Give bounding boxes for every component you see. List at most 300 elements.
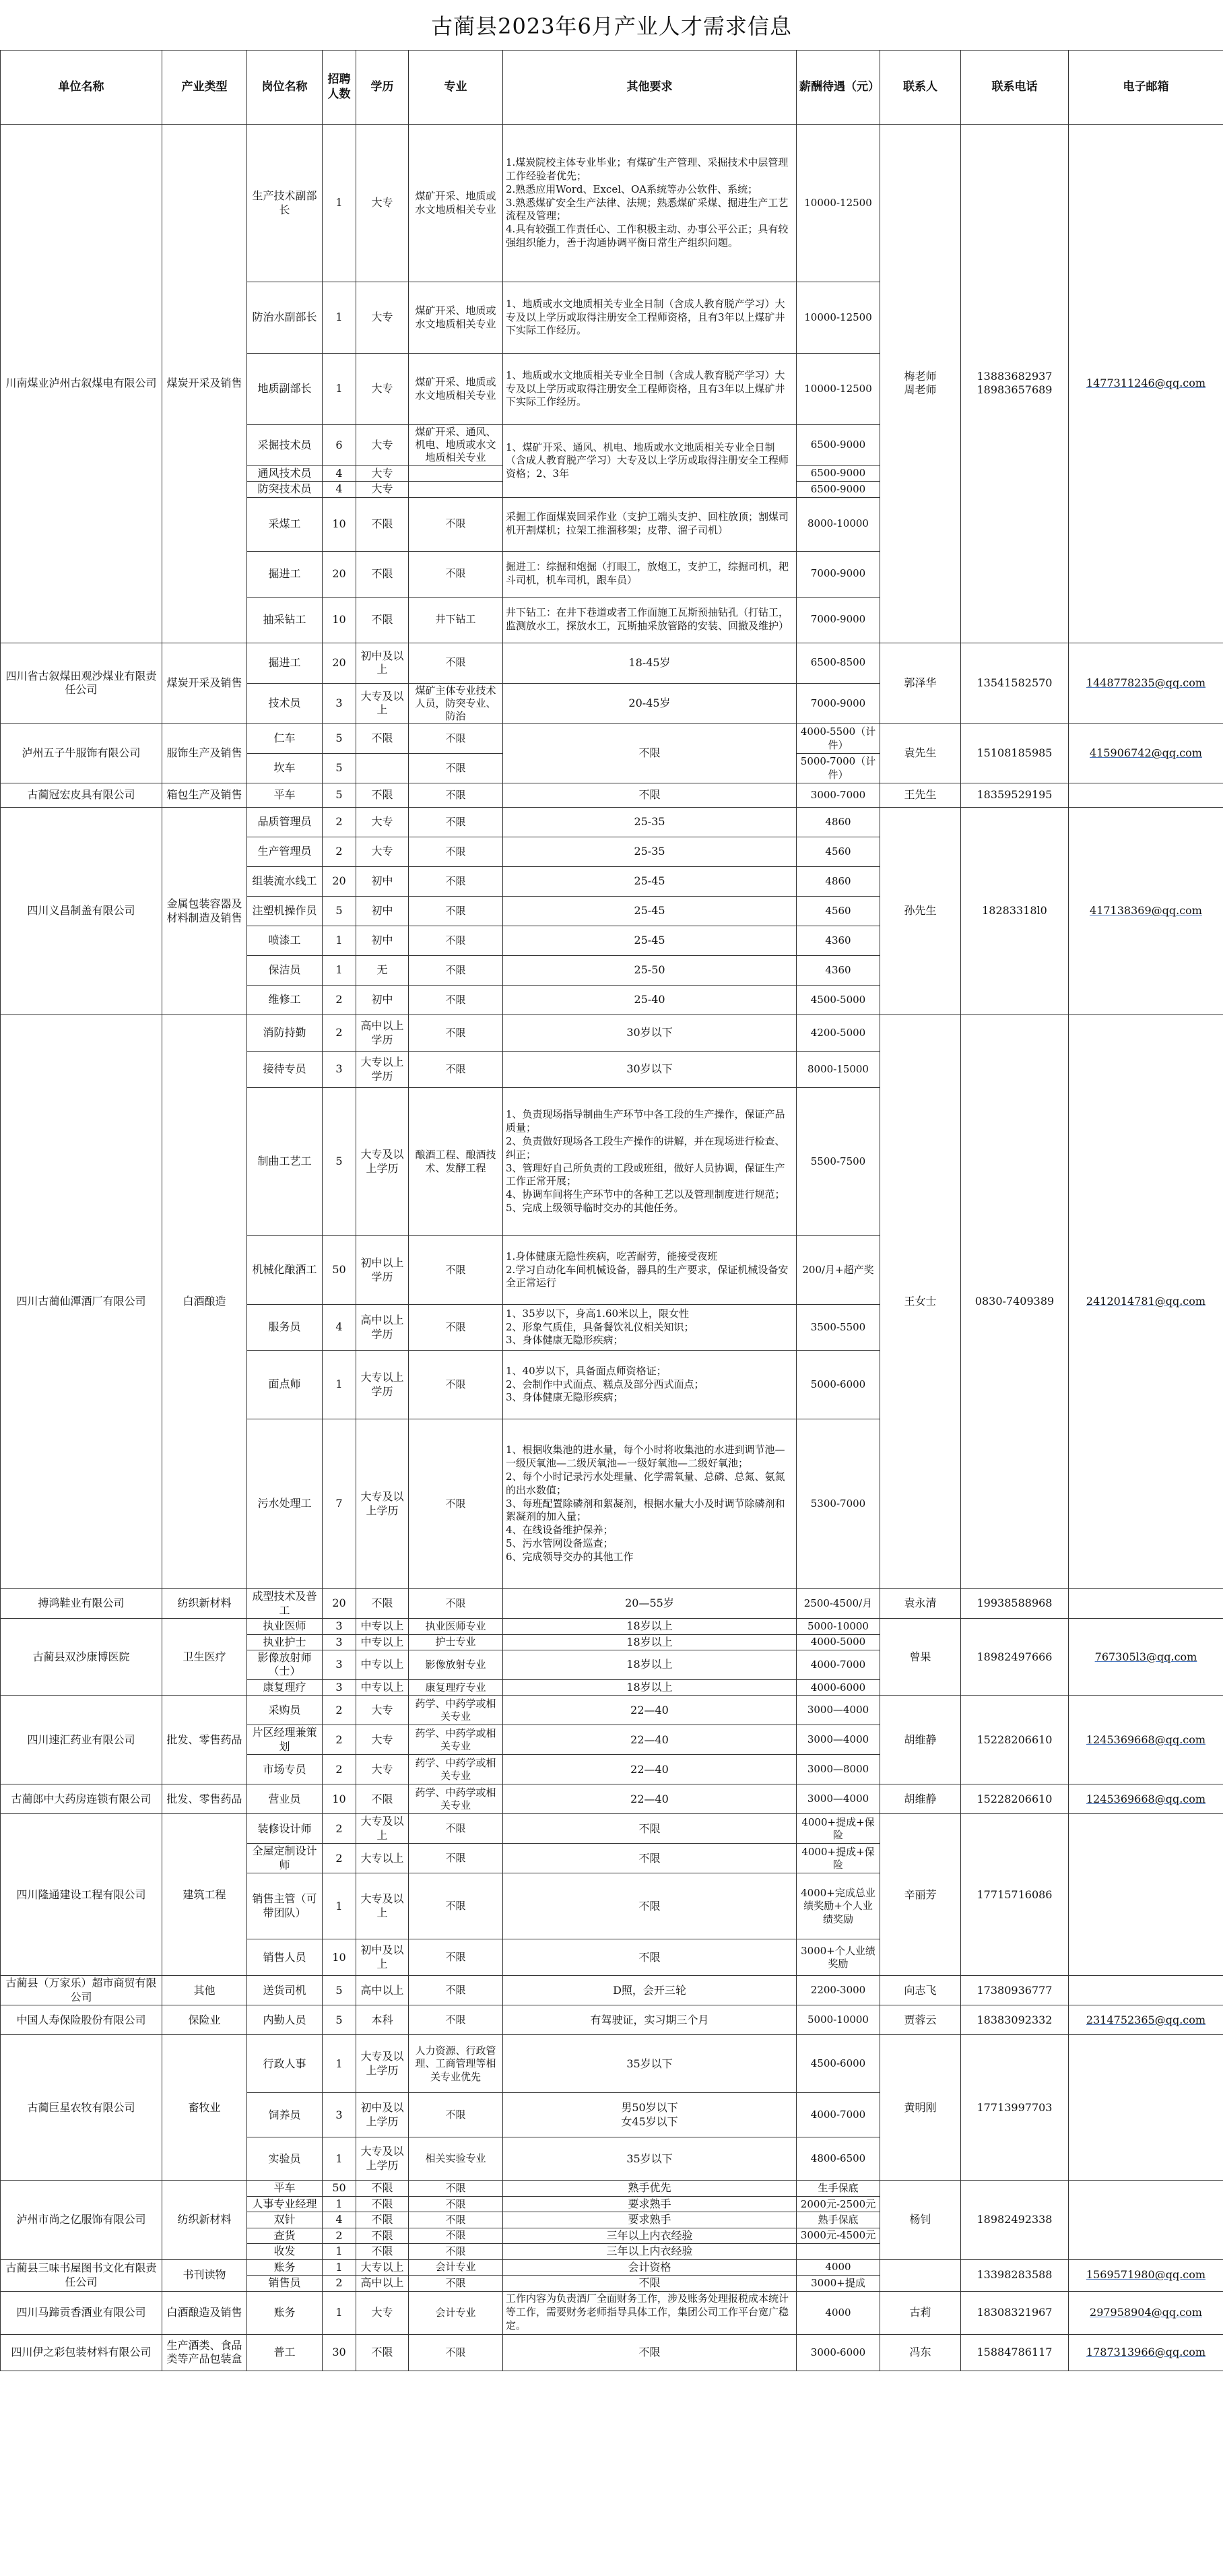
- industry-type: 书刊读物: [162, 2259, 247, 2291]
- salary: 4560: [797, 897, 880, 926]
- education: 初中以上学历: [356, 1236, 409, 1305]
- company-name: 四川马蹄贡香酒业有限公司: [1, 2291, 162, 2334]
- job-title: 防突技术员: [247, 482, 323, 497]
- industry-type: 生产酒类、食品类等产品包装盒: [162, 2334, 247, 2371]
- job-title: 账务: [247, 2291, 323, 2334]
- headcount: 5: [323, 754, 356, 783]
- headcount: 2: [323, 837, 356, 867]
- requirements: 22—40: [503, 1784, 797, 1814]
- major: 不限: [409, 754, 503, 783]
- requirements: 三年以上内衣经验: [503, 2228, 797, 2243]
- headcount: 5: [323, 783, 356, 808]
- industry-type: 白酒酿造: [162, 1015, 247, 1589]
- major: 护士专业: [409, 1634, 503, 1650]
- contact-email: 1787313966@qq.com: [1069, 2334, 1223, 2371]
- salary: 2200-3000: [797, 1976, 880, 2005]
- major: [409, 482, 503, 497]
- job-title: 查货: [247, 2228, 323, 2243]
- contact-person: 古莉: [880, 2291, 961, 2334]
- headcount: 2: [323, 1814, 356, 1844]
- company-name: 泸州五子牛服饰有限公司: [1, 724, 162, 783]
- requirements: 要求熟手: [503, 2212, 797, 2228]
- education: 大专: [356, 425, 409, 466]
- headcount: 2: [323, 2228, 356, 2243]
- headcount: 1: [323, 125, 356, 282]
- major: 影像放射专业: [409, 1650, 503, 1680]
- requirements: 25-35: [503, 837, 797, 867]
- requirements: 工作内容为负责酒厂全面财务工作，涉及账务处理报税成本统计等工作，需要财务老师指导具体工作，集团公司工作平台宽广稳定。: [503, 2291, 797, 2334]
- education: 中专以上: [356, 1650, 409, 1680]
- major: 不限: [409, 808, 503, 837]
- salary: 4000-5500（计件）: [797, 724, 880, 754]
- education: 高中以上: [356, 1976, 409, 2005]
- salary: 4000-5000: [797, 1634, 880, 1650]
- headcount: 3: [323, 1650, 356, 1680]
- education: 高中以上学历: [356, 1305, 409, 1351]
- job-title: 喷漆工: [247, 926, 323, 956]
- requirements: D照，会开三轮: [503, 1976, 797, 2005]
- requirements: 25-50: [503, 956, 797, 986]
- header-industry: 产业类型: [162, 51, 247, 125]
- contact-person: 辛丽芳: [880, 1814, 961, 1976]
- major: 不限: [409, 2093, 503, 2137]
- salary: 6500-9000: [797, 482, 880, 497]
- industry-type: 卫生医疗: [162, 1619, 247, 1696]
- table-header-row: [1, 51, 1223, 125]
- company-name: 四川省古叙煤田观沙煤业有限责任公司: [1, 643, 162, 724]
- contact-phone: 18982492338: [961, 2181, 1069, 2259]
- contact-person: 王女士: [880, 1015, 961, 1589]
- education: 高中以上学历: [356, 1015, 409, 1052]
- contact-person: 黄明刚: [880, 2035, 961, 2181]
- requirements: 采掘工作面煤炭回采作业（支护工端头支护、回柱放顶；割煤司机开割煤机；拉架工推溜移架；皮带、溜子司机）: [503, 497, 797, 551]
- major: 不限: [409, 1052, 503, 1088]
- contact-person: 郭泽华: [880, 643, 961, 724]
- job-title: 营业员: [247, 1784, 323, 1814]
- major: 煤矿开采、地质或水文地质相关专业: [409, 282, 503, 354]
- job-title: 采购员: [247, 1696, 323, 1725]
- headcount: 1: [323, 2196, 356, 2212]
- industry-type: 畜牧业: [162, 2035, 247, 2181]
- major: 会计专业: [409, 2291, 503, 2334]
- headcount: 3: [323, 2093, 356, 2137]
- education: 大专: [356, 465, 409, 481]
- table-row: [1, 1976, 1223, 2005]
- salary: 3000—4000: [797, 1784, 880, 1814]
- job-title: 送货司机: [247, 1976, 323, 2005]
- headcount: 30: [323, 2334, 356, 2371]
- contact-email: 417138369@qq.com: [1069, 808, 1223, 1015]
- job-title: 片区经理兼策划: [247, 1725, 323, 1755]
- table-row: [1, 1784, 1223, 1814]
- major: 不限: [409, 2228, 503, 2243]
- headcount: 50: [323, 2181, 356, 2196]
- job-title: 品质管理员: [247, 808, 323, 837]
- contact-phone: 0830-7409389: [961, 1015, 1069, 1589]
- salary: 10000-12500: [797, 282, 880, 354]
- contact-email: [1069, 783, 1223, 808]
- job-title: 销售员: [247, 2276, 323, 2291]
- job-title: 生产技术副部长: [247, 125, 323, 282]
- company-name: 古蔺县（万家乐）超市商贸有限公司: [1, 1976, 162, 2005]
- education: 初中及以上: [356, 1939, 409, 1976]
- salary: 4500-5000: [797, 986, 880, 1015]
- major: 人力资源、行政管理、工商管理等相关专业优先: [409, 2035, 503, 2093]
- major: 不限: [409, 986, 503, 1015]
- salary: 3000+提成: [797, 2276, 880, 2291]
- header-company: 单位名称: [1, 51, 162, 125]
- headcount: 20: [323, 643, 356, 683]
- requirements: 1.身体健康无隐性疾病，吃苦耐劳，能接受夜班 2.学习自动化车间机械设备，器具的生产要求，保证机械设备安全正常运行: [503, 1236, 797, 1305]
- salary: 5000-10000: [797, 1619, 880, 1634]
- contact-person: 袁永清: [880, 1589, 961, 1619]
- company-name: 泸州市尚之亿服饰有限公司: [1, 2181, 162, 2259]
- contact-person: 袁先生: [880, 724, 961, 783]
- salary: 4000-7000: [797, 1650, 880, 1680]
- contact-person: 胡维静: [880, 1784, 961, 1814]
- headcount: 50: [323, 1236, 356, 1305]
- industry-type: 批发、零售药品: [162, 1784, 247, 1814]
- major: 不限: [409, 926, 503, 956]
- requirements: 井下钻工：在井下巷道或者工作面施工瓦斯预抽钻孔（打钻工，监测放水工，探放水工，瓦斯抽采放管路的安装、回撤及维护）: [503, 597, 797, 643]
- major: 药学、中药学或相关专业: [409, 1725, 503, 1755]
- requirements: 18岁以上: [503, 1619, 797, 1634]
- contact-email: 2412014781@qq.com: [1069, 1015, 1223, 1589]
- job-title: 机械化酿酒工: [247, 1236, 323, 1305]
- contact-person: 胡维静: [880, 1696, 961, 1784]
- requirements: 18岁以上: [503, 1679, 797, 1695]
- salary: 6500-9000: [797, 465, 880, 481]
- contact-email: [1069, 1589, 1223, 1619]
- requirements: 不限: [503, 724, 797, 783]
- industry-type: 金属包装容器及材料制造及销售: [162, 808, 247, 1015]
- contact-email: [1069, 2035, 1223, 2181]
- header-post: 岗位名称: [247, 51, 323, 125]
- major: 不限: [409, 643, 503, 683]
- education: 大专及以上学历: [356, 2137, 409, 2181]
- salary: 4000-6000: [797, 1679, 880, 1695]
- major: 不限: [409, 1939, 503, 1976]
- job-title: 影像放射师（士）: [247, 1650, 323, 1680]
- education: 大专: [356, 1696, 409, 1725]
- job-title: 平车: [247, 2181, 323, 2196]
- salary: 4860: [797, 867, 880, 897]
- job-title: 双针: [247, 2212, 323, 2228]
- requirements: 30岁以下: [503, 1015, 797, 1052]
- industry-type: 建筑工程: [162, 1814, 247, 1976]
- industry-type: 白酒酿造及销售: [162, 2291, 247, 2334]
- salary: 6500-9000: [797, 425, 880, 466]
- requirements: 1、根据收集池的进水量，每个小时将收集池的水进到调节池—一级厌氧池—二级厌氧池—一级好氧池—二级好氧池； 2、每个小时记录污水处理量、化学需氧量、总磷、总氮、氨氮的出水数值； 3、每班配置除磷剂和絮凝剂，根据水量大小及时调节除磷剂和絮凝剂的加入量； 4、在线设备维护保养； 5、污水管网设备巡查； 6、完成领导交办的其他工作: [503, 1419, 797, 1589]
- job-title: 坎车: [247, 754, 323, 783]
- company-name: 古蔺巨星农牧有限公司: [1, 2035, 162, 2181]
- headcount: 2: [323, 1725, 356, 1755]
- job-title: 生产管理员: [247, 837, 323, 867]
- contact-person: 孙先生: [880, 808, 961, 1015]
- major: 不限: [409, 551, 503, 597]
- education: 大专以上学历: [356, 1351, 409, 1419]
- salary: 5000-10000: [797, 2005, 880, 2035]
- job-title: 成型技术及普工: [247, 1589, 323, 1619]
- salary: 4560: [797, 837, 880, 867]
- major: 不限: [409, 1976, 503, 2005]
- contact-email: 1245369668@qq.com: [1069, 1696, 1223, 1784]
- requirements: 22—40: [503, 1755, 797, 1784]
- headcount: 3: [323, 1679, 356, 1695]
- education: 不限: [356, 724, 409, 754]
- major: 不限: [409, 783, 503, 808]
- requirements: 1、地质或水文地质相关专业全日制（含成人教育脱产学习）大专及以上学历或取得注册安全工程师资格，且有3年以上煤矿井下实际工作经历。: [503, 282, 797, 354]
- headcount: 2: [323, 2276, 356, 2291]
- industry-type: 箱包生产及销售: [162, 783, 247, 808]
- education: 不限: [356, 497, 409, 551]
- major: 不限: [409, 497, 503, 551]
- education: 不限: [356, 2228, 409, 2243]
- salary: 4360: [797, 926, 880, 956]
- salary: 3000—4000: [797, 1725, 880, 1755]
- salary: 6500-8500: [797, 643, 880, 683]
- education: 初中及以上学历: [356, 2093, 409, 2137]
- salary: 7000-9000: [797, 683, 880, 724]
- salary: 5000-6000: [797, 1351, 880, 1419]
- contact-email: 2314752365@qq.com: [1069, 2005, 1223, 2035]
- salary: 3500-5500: [797, 1305, 880, 1351]
- major: 井下钻工: [409, 597, 503, 643]
- major: 不限: [409, 1814, 503, 1844]
- salary: 8000-15000: [797, 1052, 880, 1088]
- education: 初中: [356, 986, 409, 1015]
- headcount: 2: [323, 808, 356, 837]
- major: 不限: [409, 1873, 503, 1939]
- industry-type: 其他: [162, 1976, 247, 2005]
- headcount: 1: [323, 956, 356, 986]
- industry-type: 服饰生产及销售: [162, 724, 247, 783]
- salary: 5300-7000: [797, 1419, 880, 1589]
- education: 中专以上: [356, 1679, 409, 1695]
- job-title: 康复理疗: [247, 1679, 323, 1695]
- table-row: [1, 2005, 1223, 2035]
- education: 不限: [356, 1784, 409, 1814]
- contact-email: [1069, 1814, 1223, 1976]
- job-title: 采掘技术员: [247, 425, 323, 466]
- headcount: 2: [323, 986, 356, 1015]
- contact-email: 1245369668@qq.com: [1069, 1784, 1223, 1814]
- headcount: 2: [323, 1015, 356, 1052]
- salary: 3000—8000: [797, 1755, 880, 1784]
- requirements: 35岁以下: [503, 2137, 797, 2181]
- education: 初中: [356, 897, 409, 926]
- talent-demand-table: [0, 50, 1223, 2371]
- contact-phone: 18982497666: [961, 1619, 1069, 1696]
- contact-phone: 17713997703: [961, 2035, 1069, 2181]
- contact-person: 曾果: [880, 1619, 961, 1696]
- header-contact: 联系人: [880, 51, 961, 125]
- education: 大专及以上学历: [356, 1088, 409, 1236]
- education: 不限: [356, 2244, 409, 2259]
- contact-person: 贾蓉云: [880, 2005, 961, 2035]
- contact-email: [1069, 2181, 1223, 2259]
- major: 不限: [409, 2196, 503, 2212]
- contact-phone: 18359529195: [961, 783, 1069, 808]
- major: 煤矿主体专业技术人员，防突专业、防治: [409, 683, 503, 724]
- salary: 200/月+超产奖: [797, 1236, 880, 1305]
- industry-type: 纺织新材料: [162, 2181, 247, 2259]
- salary: 3000元-4500元: [797, 2228, 880, 2243]
- table-row: [1, 1619, 1223, 1634]
- job-title: 平车: [247, 783, 323, 808]
- requirements: 25-45: [503, 897, 797, 926]
- education: 大专: [356, 2291, 409, 2334]
- job-title: 仁车: [247, 724, 323, 754]
- education: 大专及以上学历: [356, 1419, 409, 1589]
- company-name: 四川隆通建设工程有限公司: [1, 1814, 162, 1976]
- job-title: 账务: [247, 2259, 323, 2275]
- salary: 10000-12500: [797, 354, 880, 425]
- table-row: [1, 1814, 1223, 1844]
- contact-phone: 18308321967: [961, 2291, 1069, 2334]
- job-title: 人事专业经理: [247, 2196, 323, 2212]
- major: 不限: [409, 897, 503, 926]
- requirements: 25-45: [503, 867, 797, 897]
- education: 中专以上: [356, 1634, 409, 1650]
- contact-email: 1477311246@qq.com: [1069, 125, 1223, 643]
- job-title: 接待专员: [247, 1052, 323, 1088]
- education: 大专及以上: [356, 683, 409, 724]
- major: 不限: [409, 2244, 503, 2259]
- headcount: 3: [323, 1619, 356, 1634]
- headcount: 4: [323, 482, 356, 497]
- contact-email: 297958904@qq.com: [1069, 2291, 1223, 2334]
- salary: 2000元-2500元: [797, 2196, 880, 2212]
- salary: 4200-5000: [797, 1015, 880, 1052]
- company-name: 搏鸿鞋业有限公司: [1, 1589, 162, 1619]
- header-email: 电子邮箱: [1069, 51, 1223, 125]
- salary: 3000+个人业绩奖励: [797, 1939, 880, 1976]
- requirements: 25-35: [503, 808, 797, 837]
- major: 不限: [409, 1305, 503, 1351]
- education: 大专以上: [356, 2259, 409, 2275]
- headcount: 1: [323, 2291, 356, 2334]
- education: 大专: [356, 808, 409, 837]
- salary: 5500-7500: [797, 1088, 880, 1236]
- job-title: 消防持勤: [247, 1015, 323, 1052]
- education: 大专及以上学历: [356, 2035, 409, 2093]
- company-name: 川南煤业泸州古叙煤电有限公司: [1, 125, 162, 643]
- headcount: 1: [323, 354, 356, 425]
- contact-email: [1069, 1976, 1223, 2005]
- headcount: 1: [323, 926, 356, 956]
- requirements: 不限: [503, 1939, 797, 1976]
- contact-email: 415906742@qq.com: [1069, 724, 1223, 783]
- education: 大专: [356, 282, 409, 354]
- contact-email: 1569571980@qq.com: [1069, 2259, 1223, 2291]
- major: 不限: [409, 724, 503, 754]
- job-title: 行政人事: [247, 2035, 323, 2093]
- job-title: 执业医师: [247, 1619, 323, 1634]
- education: 不限: [356, 1589, 409, 1619]
- table-row: [1, 1589, 1223, 1619]
- education: 中专以上: [356, 1619, 409, 1634]
- headcount: 10: [323, 1939, 356, 1976]
- requirements: 30岁以下: [503, 1052, 797, 1088]
- job-title: 全屋定制设计师: [247, 1844, 323, 1873]
- job-title: 收发: [247, 2244, 323, 2259]
- company-name: 中国人寿保险股份有限公司: [1, 2005, 162, 2035]
- table-row: [1, 808, 1223, 837]
- salary: 3000—4000: [797, 1696, 880, 1725]
- major: 不限: [409, 867, 503, 897]
- job-title: 制曲工艺工: [247, 1088, 323, 1236]
- education: 本科: [356, 2005, 409, 2035]
- headcount: 20: [323, 867, 356, 897]
- requirements: 不限: [503, 783, 797, 808]
- table-row: [1, 2259, 1223, 2275]
- header-num: 招聘人数: [323, 51, 356, 125]
- headcount: 4: [323, 2212, 356, 2228]
- table-row: [1, 643, 1223, 683]
- industry-type: 煤炭开采及销售: [162, 125, 247, 643]
- contact-phone: 13398283588: [961, 2259, 1069, 2291]
- major: 煤矿开采、通风、机电、地质或水文地质相关专业: [409, 425, 503, 466]
- salary: 5000-7000（计件）: [797, 754, 880, 783]
- education: 不限: [356, 597, 409, 643]
- major: 煤矿开采、地质或水文地质相关专业: [409, 354, 503, 425]
- job-title: 实验员: [247, 2137, 323, 2181]
- contact-phone: 13883682937 18983657689: [961, 125, 1069, 643]
- job-title: 采煤工: [247, 497, 323, 551]
- salary: 4860: [797, 808, 880, 837]
- requirements: 1、40岁以下，具备面点师资格证； 2、会制作中式面点、糕点及部分西式面点； 3、身体健康无隐形疾病；: [503, 1351, 797, 1419]
- job-title: 销售主管（可带团队）: [247, 1873, 323, 1939]
- job-title: 注塑机操作员: [247, 897, 323, 926]
- company-name: 古蔺冠宏皮具有限公司: [1, 783, 162, 808]
- major: 不限: [409, 1236, 503, 1305]
- requirements: 不限: [503, 1873, 797, 1939]
- major: 不限: [409, 837, 503, 867]
- headcount: 10: [323, 1784, 356, 1814]
- job-title: 组装流水线工: [247, 867, 323, 897]
- contact-email: 1448778235@qq.com: [1069, 643, 1223, 724]
- education: 大专及以上: [356, 1814, 409, 1844]
- salary: 4000+完成总业绩奖励+个人业绩奖励: [797, 1873, 880, 1939]
- education: 初中及以上: [356, 643, 409, 683]
- job-title: 保洁员: [247, 956, 323, 986]
- education: 不限: [356, 551, 409, 597]
- education: 不限: [356, 2181, 409, 2196]
- headcount: 1: [323, 282, 356, 354]
- headcount: 4: [323, 1305, 356, 1351]
- contact-phone: 19938588968: [961, 1589, 1069, 1619]
- requirements: 掘进工：综掘和炮掘（打眼工，放炮工，支护工，综掘司机，耙斗司机，机车司机，跟车员）: [503, 551, 797, 597]
- education: 大专以上学历: [356, 1052, 409, 1088]
- job-title: 市场专员: [247, 1755, 323, 1784]
- salary: 2500-4500/月: [797, 1589, 880, 1619]
- education: 大专以上: [356, 1844, 409, 1873]
- salary: 4000+提成+保险: [797, 1844, 880, 1873]
- contact-phone: 17380936777: [961, 1976, 1069, 2005]
- header-edu: 学历: [356, 51, 409, 125]
- job-title: 掘进工: [247, 551, 323, 597]
- major: [409, 465, 503, 481]
- headcount: 3: [323, 1634, 356, 1650]
- salary: 3000-6000: [797, 2334, 880, 2371]
- education: 无: [356, 956, 409, 986]
- major: 不限: [409, 2212, 503, 2228]
- contact-phone: 15228206610: [961, 1784, 1069, 1814]
- job-title: 污水处理工: [247, 1419, 323, 1589]
- job-title: 销售人员: [247, 1939, 323, 1976]
- requirements: 1、煤矿开采、通风、机电、地质或水文地质相关专业全日制（含成人教育脱产学习）大专及以上学历或取得注册安全工程师资格；2、3年: [503, 425, 797, 498]
